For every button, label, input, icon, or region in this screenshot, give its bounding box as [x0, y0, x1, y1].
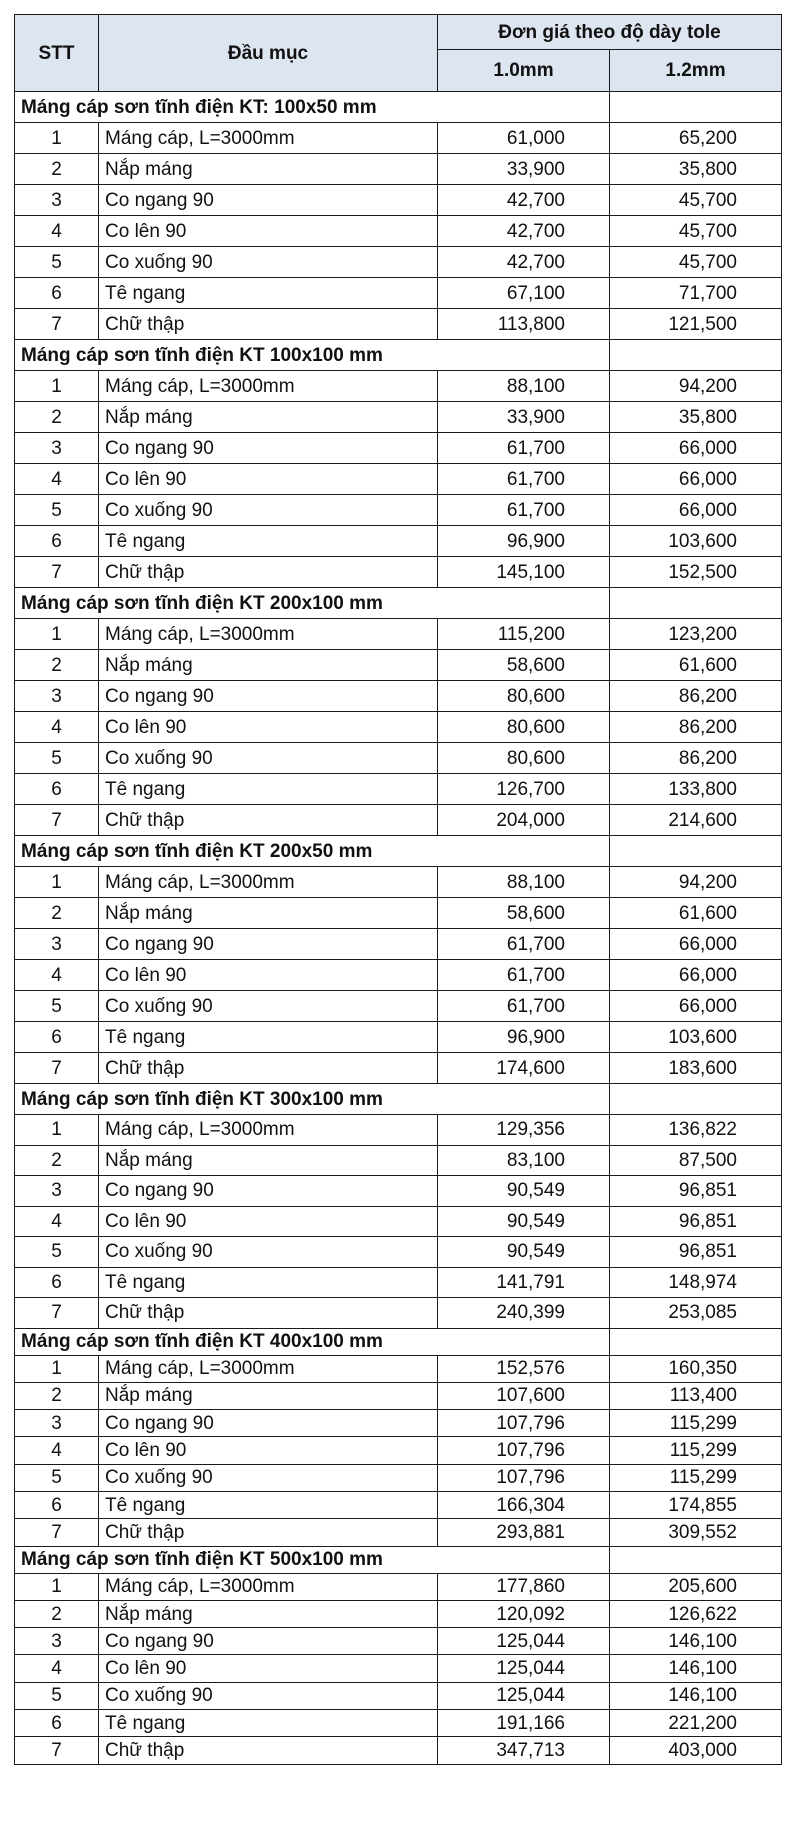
row-item-name: Máng cáp, L=3000mm — [99, 619, 438, 650]
section-title: Máng cáp sơn tĩnh điện KT 400x100 mm — [15, 1328, 610, 1355]
row-price-1-2mm: 66,000 — [610, 495, 782, 526]
row-price-1-0mm: 42,700 — [438, 216, 610, 247]
row-item-name: Chữ thập — [99, 1053, 438, 1084]
row-price-1-0mm: 61,000 — [438, 123, 610, 154]
row-item-name: Co ngang 90 — [99, 681, 438, 712]
row-price-1-2mm: 66,000 — [610, 991, 782, 1022]
section-header-row — [15, 588, 782, 619]
table-row — [15, 1655, 782, 1682]
table-row — [15, 1737, 782, 1764]
row-price-1-0mm: 83,100 — [438, 1145, 610, 1176]
row-item-name: Chữ thập — [99, 1298, 438, 1329]
row-stt: 1 — [15, 371, 99, 402]
row-item-name: Tê ngang — [99, 774, 438, 805]
header-thickness-1-2: 1.2mm — [610, 50, 782, 92]
row-item-name: Tê ngang — [99, 1710, 438, 1737]
table-row — [15, 526, 782, 557]
row-item-name: Co xuống 90 — [99, 1237, 438, 1268]
row-stt: 2 — [15, 650, 99, 681]
row-stt: 2 — [15, 154, 99, 185]
row-stt: 7 — [15, 1053, 99, 1084]
row-item-name: Máng cáp, L=3000mm — [99, 123, 438, 154]
row-price-1-2mm: 183,600 — [610, 1053, 782, 1084]
table-row — [15, 216, 782, 247]
row-stt: 1 — [15, 619, 99, 650]
row-price-1-0mm: 42,700 — [438, 185, 610, 216]
table-row — [15, 743, 782, 774]
row-price-1-0mm: 177,860 — [438, 1573, 610, 1600]
row-price-1-2mm: 45,700 — [610, 247, 782, 278]
row-price-1-0mm: 90,549 — [438, 1176, 610, 1207]
row-price-1-0mm: 191,166 — [438, 1710, 610, 1737]
table-row — [15, 123, 782, 154]
row-price-1-0mm: 107,796 — [438, 1437, 610, 1464]
row-price-1-0mm: 88,100 — [438, 867, 610, 898]
row-item-name: Nắp máng — [99, 1600, 438, 1627]
table-row — [15, 1176, 782, 1207]
row-stt: 1 — [15, 867, 99, 898]
row-price-1-0mm: 58,600 — [438, 898, 610, 929]
row-stt: 3 — [15, 433, 99, 464]
row-price-1-2mm: 152,500 — [610, 557, 782, 588]
row-stt: 5 — [15, 1237, 99, 1268]
table-row — [15, 805, 782, 836]
row-stt: 5 — [15, 495, 99, 526]
row-item-name: Co lên 90 — [99, 1206, 438, 1237]
row-item-name: Tê ngang — [99, 1022, 438, 1053]
row-stt: 1 — [15, 1573, 99, 1600]
row-price-1-2mm: 146,100 — [610, 1655, 782, 1682]
row-stt: 7 — [15, 805, 99, 836]
table-row — [15, 402, 782, 433]
row-stt: 3 — [15, 1176, 99, 1207]
row-stt: 2 — [15, 1382, 99, 1409]
table-row — [15, 1437, 782, 1464]
row-stt: 5 — [15, 1682, 99, 1709]
row-item-name: Chữ thập — [99, 1519, 438, 1546]
table-row — [15, 1600, 782, 1627]
row-price-1-0mm: 107,600 — [438, 1382, 610, 1409]
row-stt: 6 — [15, 278, 99, 309]
row-price-1-2mm: 94,200 — [610, 371, 782, 402]
section-empty-cell — [610, 588, 782, 619]
row-stt: 6 — [15, 1710, 99, 1737]
table-row — [15, 185, 782, 216]
row-price-1-2mm: 61,600 — [610, 650, 782, 681]
row-stt: 1 — [15, 123, 99, 154]
row-item-name: Co lên 90 — [99, 712, 438, 743]
table-row — [15, 309, 782, 340]
row-item-name: Co ngang 90 — [99, 929, 438, 960]
section-empty-cell — [610, 1084, 782, 1115]
row-price-1-0mm: 152,576 — [438, 1355, 610, 1382]
row-stt: 6 — [15, 1022, 99, 1053]
table-row — [15, 433, 782, 464]
row-price-1-2mm: 146,100 — [610, 1628, 782, 1655]
row-item-name: Chữ thập — [99, 309, 438, 340]
row-item-name: Co lên 90 — [99, 464, 438, 495]
row-stt: 6 — [15, 1491, 99, 1518]
row-price-1-0mm: 125,044 — [438, 1682, 610, 1709]
row-stt: 5 — [15, 1464, 99, 1491]
row-item-name: Máng cáp, L=3000mm — [99, 1573, 438, 1600]
row-price-1-0mm: 61,700 — [438, 433, 610, 464]
row-price-1-2mm: 160,350 — [610, 1355, 782, 1382]
table-row — [15, 1573, 782, 1600]
row-stt: 4 — [15, 712, 99, 743]
row-price-1-0mm: 115,200 — [438, 619, 610, 650]
table-row — [15, 1464, 782, 1491]
row-stt: 7 — [15, 1298, 99, 1329]
table-row — [15, 1710, 782, 1737]
table-row — [15, 1115, 782, 1146]
row-stt: 6 — [15, 774, 99, 805]
row-price-1-2mm: 126,622 — [610, 1600, 782, 1627]
row-stt: 7 — [15, 309, 99, 340]
table-row — [15, 1410, 782, 1437]
section-title: Máng cáp sơn tĩnh điện KT 200x100 mm — [15, 588, 610, 619]
section-header-row — [15, 1084, 782, 1115]
row-item-name: Co ngang 90 — [99, 1628, 438, 1655]
row-item-name: Máng cáp, L=3000mm — [99, 867, 438, 898]
row-price-1-2mm: 113,400 — [610, 1382, 782, 1409]
table-row — [15, 1022, 782, 1053]
row-price-1-0mm: 166,304 — [438, 1491, 610, 1518]
row-price-1-2mm: 309,552 — [610, 1519, 782, 1546]
row-stt: 4 — [15, 960, 99, 991]
row-price-1-2mm: 66,000 — [610, 464, 782, 495]
row-price-1-2mm: 94,200 — [610, 867, 782, 898]
price-table — [14, 14, 782, 1765]
row-stt: 2 — [15, 1600, 99, 1627]
row-price-1-0mm: 90,549 — [438, 1206, 610, 1237]
row-price-1-2mm: 136,822 — [610, 1115, 782, 1146]
row-price-1-2mm: 65,200 — [610, 123, 782, 154]
row-price-1-0mm: 126,700 — [438, 774, 610, 805]
table-row — [15, 619, 782, 650]
table-row — [15, 1267, 782, 1298]
row-price-1-2mm: 253,085 — [610, 1298, 782, 1329]
row-price-1-0mm: 96,900 — [438, 1022, 610, 1053]
table-row — [15, 898, 782, 929]
row-stt: 3 — [15, 1628, 99, 1655]
table-row — [15, 495, 782, 526]
row-stt: 5 — [15, 247, 99, 278]
row-item-name: Nắp máng — [99, 1145, 438, 1176]
row-price-1-2mm: 121,500 — [610, 309, 782, 340]
table-row — [15, 991, 782, 1022]
row-price-1-0mm: 174,600 — [438, 1053, 610, 1084]
row-item-name: Co lên 90 — [99, 1437, 438, 1464]
row-item-name: Co xuống 90 — [99, 743, 438, 774]
row-price-1-0mm: 61,700 — [438, 464, 610, 495]
table-row — [15, 867, 782, 898]
row-price-1-0mm: 107,796 — [438, 1464, 610, 1491]
table-row — [15, 774, 782, 805]
row-price-1-2mm: 35,800 — [610, 154, 782, 185]
section-title: Máng cáp sơn tĩnh điện KT: 100x50 mm — [15, 92, 610, 123]
row-price-1-2mm: 61,600 — [610, 898, 782, 929]
row-price-1-2mm: 86,200 — [610, 743, 782, 774]
row-stt: 6 — [15, 526, 99, 557]
row-price-1-2mm: 96,851 — [610, 1237, 782, 1268]
row-item-name: Co ngang 90 — [99, 433, 438, 464]
row-price-1-2mm: 115,299 — [610, 1410, 782, 1437]
section-header-row — [15, 1546, 782, 1573]
table-row — [15, 712, 782, 743]
row-item-name: Tê ngang — [99, 1267, 438, 1298]
row-item-name: Co ngang 90 — [99, 1176, 438, 1207]
table-row — [15, 154, 782, 185]
row-price-1-2mm: 71,700 — [610, 278, 782, 309]
row-price-1-2mm: 133,800 — [610, 774, 782, 805]
row-price-1-2mm: 205,600 — [610, 1573, 782, 1600]
row-price-1-2mm: 66,000 — [610, 433, 782, 464]
section-title: Máng cáp sơn tĩnh điện KT 500x100 mm — [15, 1546, 610, 1573]
row-price-1-2mm: 115,299 — [610, 1464, 782, 1491]
row-price-1-2mm: 35,800 — [610, 402, 782, 433]
table-body — [15, 92, 782, 1765]
row-item-name: Nắp máng — [99, 154, 438, 185]
row-item-name: Co lên 90 — [99, 216, 438, 247]
row-price-1-0mm: 96,900 — [438, 526, 610, 557]
row-price-1-0mm: 33,900 — [438, 154, 610, 185]
row-price-1-0mm: 61,700 — [438, 991, 610, 1022]
table-row — [15, 464, 782, 495]
row-price-1-2mm: 403,000 — [610, 1737, 782, 1764]
table-row — [15, 278, 782, 309]
row-price-1-0mm: 61,700 — [438, 960, 610, 991]
section-header-row — [15, 1328, 782, 1355]
price-sheet — [14, 14, 781, 1765]
row-stt: 5 — [15, 743, 99, 774]
row-price-1-0mm: 204,000 — [438, 805, 610, 836]
row-item-name: Co xuống 90 — [99, 1682, 438, 1709]
table-row — [15, 1145, 782, 1176]
row-item-name: Co xuống 90 — [99, 991, 438, 1022]
row-stt: 2 — [15, 1145, 99, 1176]
row-price-1-0mm: 125,044 — [438, 1655, 610, 1682]
row-stt: 7 — [15, 1737, 99, 1764]
section-title: Máng cáp sơn tĩnh điện KT 200x50 mm — [15, 836, 610, 867]
row-price-1-0mm: 113,800 — [438, 309, 610, 340]
header-item: Đầu mục — [99, 15, 438, 92]
row-stt: 4 — [15, 464, 99, 495]
row-stt: 2 — [15, 402, 99, 433]
table-row — [15, 247, 782, 278]
table-row — [15, 1491, 782, 1518]
row-price-1-2mm: 214,600 — [610, 805, 782, 836]
row-item-name: Co xuống 90 — [99, 1464, 438, 1491]
row-price-1-2mm: 45,700 — [610, 216, 782, 247]
table-row — [15, 960, 782, 991]
row-price-1-2mm: 86,200 — [610, 681, 782, 712]
section-empty-cell — [610, 1546, 782, 1573]
row-price-1-0mm: 42,700 — [438, 247, 610, 278]
section-empty-cell — [610, 1328, 782, 1355]
row-price-1-2mm: 96,851 — [610, 1176, 782, 1207]
table-row — [15, 557, 782, 588]
row-item-name: Máng cáp, L=3000mm — [99, 1115, 438, 1146]
table-row — [15, 1053, 782, 1084]
section-header-row — [15, 340, 782, 371]
section-empty-cell — [610, 92, 782, 123]
row-price-1-2mm: 221,200 — [610, 1710, 782, 1737]
row-stt: 3 — [15, 929, 99, 960]
row-price-1-2mm: 103,600 — [610, 1022, 782, 1053]
row-price-1-0mm: 107,796 — [438, 1410, 610, 1437]
row-price-1-2mm: 148,974 — [610, 1267, 782, 1298]
row-item-name: Tê ngang — [99, 526, 438, 557]
table-row — [15, 1298, 782, 1329]
row-stt: 4 — [15, 1437, 99, 1464]
section-empty-cell — [610, 836, 782, 867]
row-price-1-0mm: 145,100 — [438, 557, 610, 588]
row-price-1-0mm: 58,600 — [438, 650, 610, 681]
row-item-name: Máng cáp, L=3000mm — [99, 371, 438, 402]
table-row — [15, 371, 782, 402]
row-stt: 5 — [15, 991, 99, 1022]
row-item-name: Nắp máng — [99, 402, 438, 433]
row-price-1-0mm: 129,356 — [438, 1115, 610, 1146]
row-stt: 1 — [15, 1115, 99, 1146]
row-price-1-2mm: 66,000 — [610, 960, 782, 991]
row-stt: 3 — [15, 185, 99, 216]
row-price-1-0mm: 80,600 — [438, 681, 610, 712]
section-title: Máng cáp sơn tĩnh điện KT 100x100 mm — [15, 340, 610, 371]
row-item-name: Co lên 90 — [99, 960, 438, 991]
table-row — [15, 1382, 782, 1409]
row-item-name: Máng cáp, L=3000mm — [99, 1355, 438, 1382]
row-price-1-0mm: 293,881 — [438, 1519, 610, 1546]
row-stt: 3 — [15, 1410, 99, 1437]
table-row — [15, 1237, 782, 1268]
row-price-1-0mm: 61,700 — [438, 929, 610, 960]
row-price-1-0mm: 67,100 — [438, 278, 610, 309]
table-row — [15, 650, 782, 681]
table-row — [15, 1682, 782, 1709]
row-price-1-2mm: 123,200 — [610, 619, 782, 650]
row-price-1-0mm: 240,399 — [438, 1298, 610, 1329]
row-item-name: Nắp máng — [99, 898, 438, 929]
row-price-1-2mm: 146,100 — [610, 1682, 782, 1709]
row-item-name: Nắp máng — [99, 1382, 438, 1409]
row-item-name: Co ngang 90 — [99, 185, 438, 216]
section-empty-cell — [610, 340, 782, 371]
row-price-1-0mm: 33,900 — [438, 402, 610, 433]
table-row — [15, 1519, 782, 1546]
row-price-1-2mm: 66,000 — [610, 929, 782, 960]
table-row — [15, 1628, 782, 1655]
row-item-name: Co xuống 90 — [99, 495, 438, 526]
row-item-name: Chữ thập — [99, 557, 438, 588]
row-stt: 2 — [15, 898, 99, 929]
row-stt: 6 — [15, 1267, 99, 1298]
row-price-1-0mm: 61,700 — [438, 495, 610, 526]
row-item-name: Co xuống 90 — [99, 247, 438, 278]
row-price-1-0mm: 120,092 — [438, 1600, 610, 1627]
row-item-name: Tê ngang — [99, 1491, 438, 1518]
row-stt: 3 — [15, 681, 99, 712]
row-item-name: Nắp máng — [99, 650, 438, 681]
table-header — [15, 15, 782, 92]
header-thickness-1-0: 1.0mm — [438, 50, 610, 92]
row-price-1-2mm: 115,299 — [610, 1437, 782, 1464]
table-row — [15, 1206, 782, 1237]
row-item-name: Chữ thập — [99, 805, 438, 836]
row-item-name: Tê ngang — [99, 278, 438, 309]
section-title: Máng cáp sơn tĩnh điện KT 300x100 mm — [15, 1084, 610, 1115]
row-stt: 4 — [15, 1206, 99, 1237]
row-price-1-0mm: 90,549 — [438, 1237, 610, 1268]
section-header-row — [15, 92, 782, 123]
row-price-1-0mm: 347,713 — [438, 1737, 610, 1764]
row-price-1-2mm: 87,500 — [610, 1145, 782, 1176]
table-row — [15, 681, 782, 712]
table-row — [15, 929, 782, 960]
row-stt: 4 — [15, 216, 99, 247]
section-header-row — [15, 836, 782, 867]
header-stt: STT — [15, 15, 99, 92]
row-stt: 4 — [15, 1655, 99, 1682]
row-price-1-2mm: 86,200 — [610, 712, 782, 743]
row-stt: 7 — [15, 557, 99, 588]
row-stt: 7 — [15, 1519, 99, 1546]
table-row — [15, 1355, 782, 1382]
row-price-1-0mm: 80,600 — [438, 743, 610, 774]
row-item-name: Chữ thập — [99, 1737, 438, 1764]
row-price-1-2mm: 45,700 — [610, 185, 782, 216]
row-price-1-2mm: 103,600 — [610, 526, 782, 557]
row-price-1-0mm: 80,600 — [438, 712, 610, 743]
row-price-1-0mm: 141,791 — [438, 1267, 610, 1298]
row-price-1-0mm: 125,044 — [438, 1628, 610, 1655]
row-price-1-0mm: 88,100 — [438, 371, 610, 402]
row-item-name: Co lên 90 — [99, 1655, 438, 1682]
row-price-1-2mm: 174,855 — [610, 1491, 782, 1518]
row-price-1-2mm: 96,851 — [610, 1206, 782, 1237]
header-price-group: Đơn giá theo độ dày tole — [438, 15, 782, 50]
row-item-name: Co ngang 90 — [99, 1410, 438, 1437]
row-stt: 1 — [15, 1355, 99, 1382]
